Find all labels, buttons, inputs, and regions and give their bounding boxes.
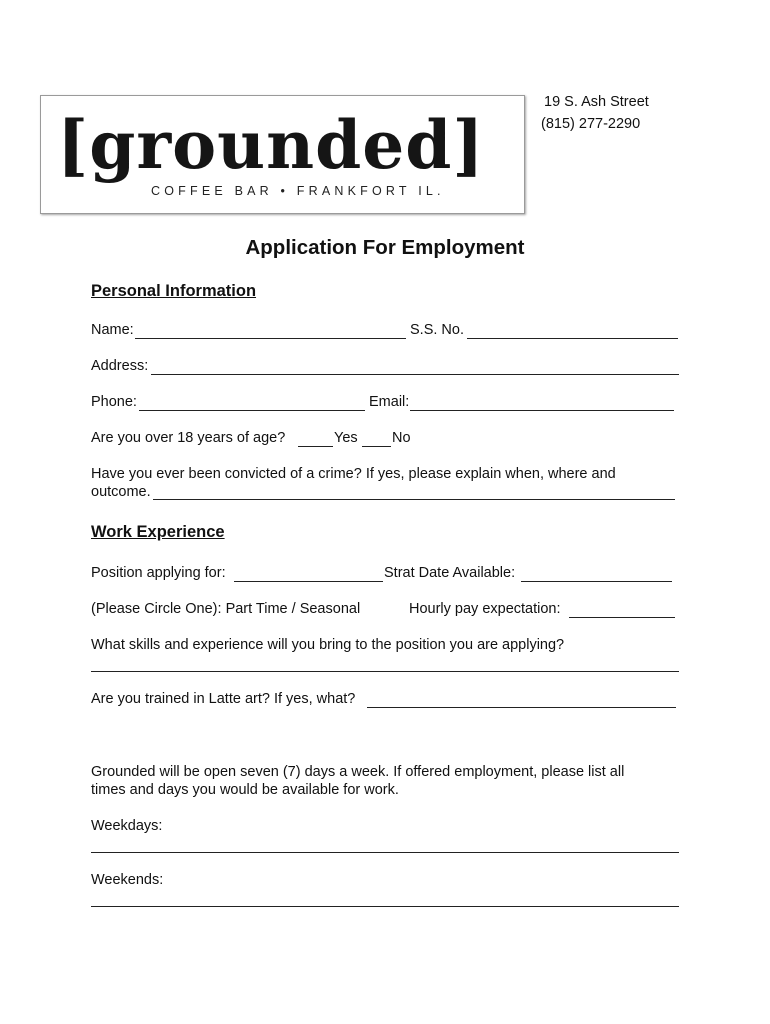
logo-wordmark: [grounded] (57, 106, 485, 184)
address-field[interactable] (151, 374, 679, 375)
position-field[interactable] (234, 581, 383, 582)
age-yes-field[interactable] (298, 446, 333, 447)
phone-field[interactable] (139, 410, 365, 411)
street-address: 19 S. Ash Street (544, 94, 649, 110)
age-no-field[interactable] (362, 446, 391, 447)
crime-question: Have you ever been convicted of a crime? If yes, please explain when, where and (91, 466, 616, 482)
age-question: Are you over 18 years of age? (91, 430, 286, 446)
employment-type-label: (Please Circle One): Part Time / Seasonal (91, 601, 361, 617)
name-field[interactable] (135, 338, 406, 339)
pay-field[interactable] (569, 617, 675, 618)
start-date-label: Strat Date Available: (384, 565, 516, 581)
start-date-field[interactable] (521, 581, 672, 582)
age-yes-label: Yes (334, 430, 358, 446)
email-label: Email: (369, 394, 410, 410)
position-label: Position applying for: (91, 565, 226, 581)
email-field[interactable] (410, 410, 674, 411)
latte-question: Are you trained in Latte art? If yes, what? (91, 691, 356, 707)
weekdays-label: Weekdays: (91, 818, 163, 834)
skills-question: What skills and experience will you bring to the position you are applying? (91, 637, 565, 653)
logo (40, 95, 525, 214)
logo-tagline: COFFEE BAR • FRANKFORT IL. (151, 184, 445, 198)
work-experience-heading: Work Experience (91, 523, 225, 541)
personal-info-heading: Personal Information (91, 282, 257, 300)
skills-field[interactable] (91, 671, 679, 672)
weekends-label: Weekends: (91, 872, 164, 888)
crime-question-cont: outcome. (91, 484, 151, 500)
ssn-field[interactable] (467, 338, 678, 339)
phone-label: Phone: (91, 394, 137, 410)
latte-field[interactable] (367, 707, 676, 708)
phone-number: (815) 277-2290 (541, 116, 641, 132)
name-label: Name: (91, 322, 134, 338)
weekends-field[interactable] (91, 906, 679, 907)
crime-explain-field[interactable] (153, 499, 675, 500)
address-label: Address: (91, 358, 149, 374)
ssn-label: S.S. No. (410, 322, 464, 338)
page-title: Application For Employment (245, 236, 525, 259)
availability-text: Grounded will be open seven (7) days a week. If offered employment, please list all (91, 764, 625, 780)
age-no-label: No (392, 430, 411, 446)
availability-text-cont: times and days you would be available for work. (91, 782, 399, 798)
weekdays-field[interactable] (91, 852, 679, 853)
pay-label: Hourly pay expectation: (409, 601, 561, 617)
